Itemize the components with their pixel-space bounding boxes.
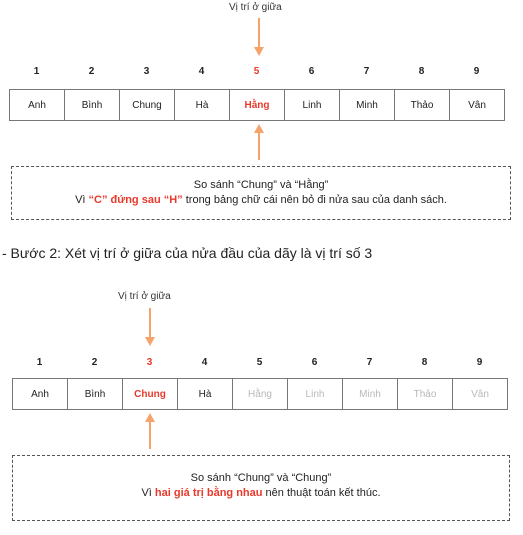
comparison-text-2: So sánh “Chung” và “Chung” <box>190 472 332 484</box>
array-cell: Hà <box>175 89 230 121</box>
reason-text-1: Vì “C” đứng sau “H” trong bảng chữ cái nên bỏ đi nửa sau của danh sách. <box>75 194 447 206</box>
up-arrow-icon-2 <box>145 413 155 449</box>
index-number: 8 <box>418 66 425 77</box>
index-number: 8 <box>421 357 428 368</box>
array-cell: Linh <box>285 89 340 121</box>
up-arrow-icon-1 <box>254 124 264 160</box>
array-cell: Chung <box>120 89 175 121</box>
down-arrow-icon-2 <box>145 308 155 346</box>
index-number: 9 <box>473 66 480 77</box>
comparison-note-2 <box>12 455 510 521</box>
array-cell: Thảo <box>395 89 450 121</box>
array-cell: Hà <box>178 378 233 410</box>
name-array-2 <box>12 378 508 410</box>
index-number: 2 <box>91 357 98 368</box>
index-number: 6 <box>311 357 318 368</box>
index-number: 2 <box>88 66 95 77</box>
array-cell: Vân <box>450 89 505 121</box>
index-number: 6 <box>308 66 315 77</box>
array-cell: Bình <box>68 378 123 410</box>
index-number: 7 <box>366 357 373 368</box>
reason-text-2: Vì hai giá trị bằng nhau nên thuật toán kết thúc. <box>141 487 381 499</box>
array-cell: Hằng <box>230 89 285 121</box>
array-cell: Thảo <box>398 378 453 410</box>
comparison-text-1: So sánh “Chung” và “Hằng” <box>193 179 329 191</box>
index-number: 4 <box>198 66 205 77</box>
down-arrow-icon-1 <box>254 18 264 56</box>
index-number: 1 <box>33 66 40 77</box>
array-cell: Vân <box>453 378 508 410</box>
step-2-description: - Bước 2: Xét vị trí ở giữa của nửa đầu của dãy là vị trí số 3 <box>2 245 373 261</box>
array-cell: Linh <box>288 378 343 410</box>
middle-position-label-1: Vị trí ở giữa <box>229 2 282 13</box>
name-array-1 <box>9 89 505 121</box>
index-number: 7 <box>363 66 370 77</box>
array-cell: Bình <box>65 89 120 121</box>
array-cell: Anh <box>10 89 65 121</box>
index-number: 5 <box>253 66 260 77</box>
array-cell: Hằng <box>233 378 288 410</box>
index-number: 3 <box>143 66 150 77</box>
index-number: 9 <box>476 357 483 368</box>
array-cell: Minh <box>343 378 398 410</box>
index-number: 4 <box>201 357 208 368</box>
index-number: 1 <box>36 357 43 368</box>
middle-position-label-2: Vị trí ở giữa <box>118 291 171 302</box>
array-cell: Anh <box>13 378 68 410</box>
array-cell: Chung <box>123 378 178 410</box>
comparison-note-1 <box>11 166 511 220</box>
array-cell: Minh <box>340 89 395 121</box>
index-number: 5 <box>256 357 263 368</box>
index-number: 3 <box>146 357 153 368</box>
